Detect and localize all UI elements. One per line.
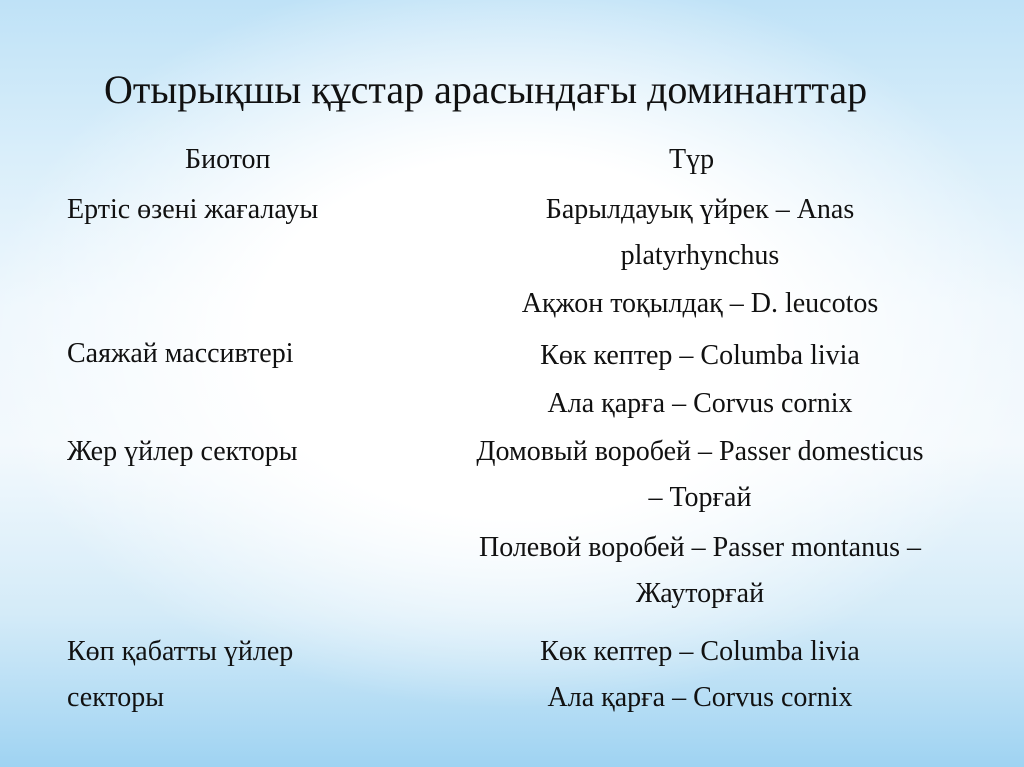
species-line: Домовый воробей – Passer domesticus [476, 436, 924, 467]
biotope-cell: секторы [67, 682, 165, 713]
species-line: Ала қарға – Corvus cornix [547, 388, 853, 419]
species-line: Жауторғай [635, 578, 765, 609]
slide-title: Отырықшы құстар арасындағы доминанттар [104, 67, 868, 112]
species-line: Ала қарға – Corvus cornix [547, 682, 853, 713]
species-line: – Торғай [648, 482, 752, 513]
column-header-biotope: Биотоп [185, 144, 271, 175]
biotope-cell: Саяжай массивтері [67, 338, 294, 369]
species-line: Көк кептер – Columba livia [540, 340, 860, 371]
species-line: Барылдауық үйрек – Anas [545, 194, 855, 225]
species-line: Көк кептер – Columba livia [540, 636, 860, 667]
species-line: platyrhynchus [620, 240, 780, 271]
biotope-cell: Көп қабатты үйлер [67, 636, 294, 667]
species-line: Полевой воробей – Passer montanus – [478, 532, 921, 563]
column-header-species: Түр [669, 144, 715, 175]
biotope-cell: Ертіс өзені жағалауы [67, 194, 319, 225]
biotope-cell: Жер үйлер секторы [67, 436, 298, 467]
species-line: Ақжон тоқылдақ – D. leucotos [521, 288, 879, 319]
